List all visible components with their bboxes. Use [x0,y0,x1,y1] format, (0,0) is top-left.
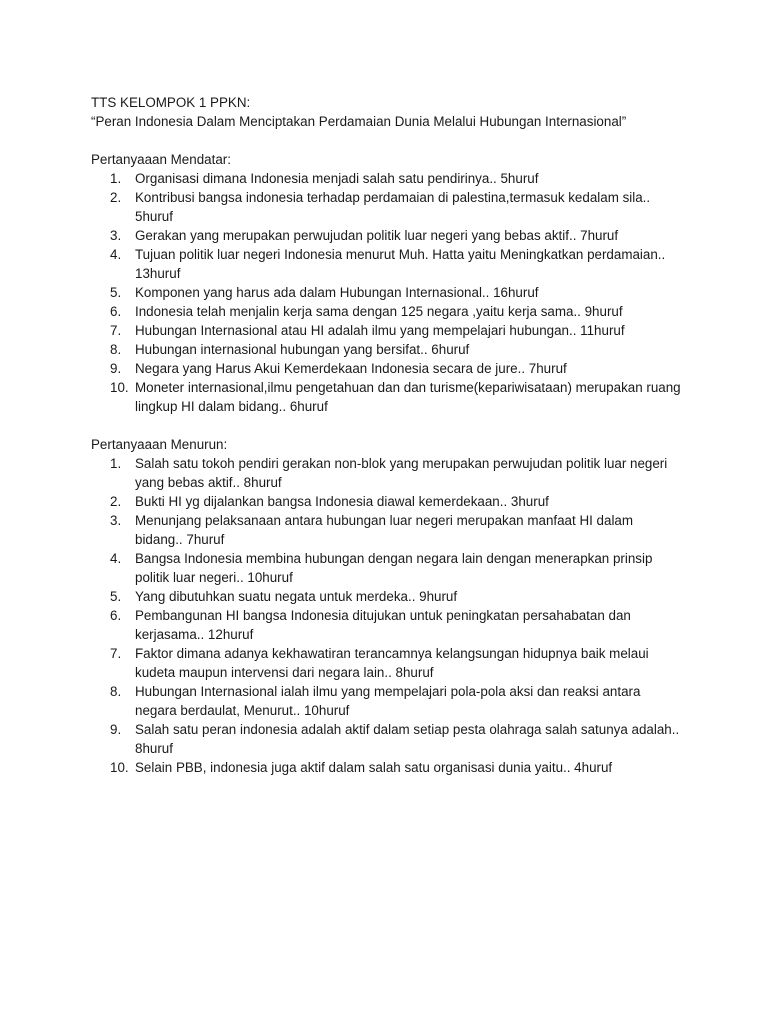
item-text: Yang dibutuhkan suatu negata untuk merdeka.. 9huruf [135,589,458,604]
document-subtitle: “Peran Indonesia Dalam Menciptakan Perdamaian Dunia Melalui Hubungan Internasional” [91,114,627,129]
list-item [91,283,681,302]
list-item [91,511,681,549]
list-item [91,758,681,777]
list-item [91,492,681,511]
item-number: 3. [110,513,122,528]
item-number: 7. [110,323,122,338]
item-text: Bangsa Indonesia membina hubungan dengan negara lain dengan menerapkan prinsip politik luar negeri.. 10huruf [135,551,653,585]
item-text: Negara yang Harus Akui Kemerdekaan Indonesia secara de jure.. 7huruf [135,361,567,376]
list-item [91,606,681,644]
section-title-mendatar: Pertanyaaan Mendatar: [91,152,231,167]
item-number: 4. [110,247,122,262]
item-text: Tujuan politik luar negeri Indonesia menurut Muh. Hatta yaitu Meningkatkan perdamaian.. 13huruf [135,247,666,281]
item-text: Moneter internasional,ilmu pengetahuan dan dan turisme(kepariwisataan) merupakan ruang lingkup HI dalam bidang.. 6huruf [135,380,681,414]
list-item [91,587,681,606]
section-title-menurun: Pertanyaaan Menurun: [91,437,228,452]
item-text: Menunjang pelaksanaan antara hubungan luar negeri merupakan manfaat HI dalam bidang.. 7huruf [135,513,634,547]
item-text: Pembangunan HI bangsa Indonesia ditujukan untuk peningkatan persahabatan dan kerjasama.. 12huruf [135,608,631,642]
item-number: 9. [110,361,122,376]
list-item [91,226,681,245]
list-item [91,302,681,321]
spacer [91,131,681,150]
item-number: 1. [110,456,122,471]
item-text: Hubungan internasional hubungan yang bersifat.. 6huruf [135,342,470,357]
question-list-menurun [91,454,681,777]
item-number: 3. [110,228,122,243]
item-number: 7. [110,646,122,661]
list-item [91,340,681,359]
item-text: Kontribusi bangsa indonesia terhadap perdamaian di palestina,termasuk kedalam sila.. 5huruf [135,190,651,224]
item-number: 10. [110,760,129,775]
list-item [91,454,681,492]
item-text: Komponen yang harus ada dalam Hubungan Internasional.. 16huruf [135,285,539,300]
list-item [91,549,681,587]
item-text: Organisasi dimana Indonesia menjadi salah satu pendirinya.. 5huruf [135,171,539,186]
list-item [91,321,681,340]
question-list-mendatar [91,169,681,416]
list-item [91,188,681,226]
item-number: 10. [110,380,129,395]
item-number: 9. [110,722,122,737]
list-item [91,682,681,720]
document-heading: TTS KELOMPOK 1 PPKN: [91,95,251,110]
item-number: 2. [110,494,122,509]
list-item [91,720,681,758]
item-number: 8. [110,684,122,699]
list-item [91,169,681,188]
item-number: 5. [110,589,122,604]
item-number: 6. [110,304,122,319]
list-item [91,359,681,378]
item-number: 2. [110,190,122,205]
item-number: 5. [110,285,122,300]
item-number: 1. [110,171,122,186]
item-text: Faktor dimana adanya kekhawatiran terancamnya kelangsungan hidupnya baik melaui kudeta maupun intervensi dari negara lain.. 8huruf [135,646,649,680]
list-item [91,378,681,416]
item-text: Bukti HI yg dijalankan bangsa Indonesia diawal kemerdekaan.. 3huruf [135,494,549,509]
item-text: Hubungan Internasional ialah ilmu yang mempelajari pola-pola aksi dan reaksi antara negara berdaulat, Menurut.. 10huruf [135,684,641,718]
item-text: Salah satu tokoh pendiri gerakan non-blok yang merupakan perwujudan politik luar negeri yang bebas aktif.. 8huruf [135,456,668,490]
item-text: Selain PBB, indonesia juga aktif dalam salah satu organisasi dunia yaitu.. 4huruf [135,760,613,775]
spacer [91,416,681,435]
item-number: 8. [110,342,122,357]
item-text: Gerakan yang merupakan perwujudan politik luar negeri yang bebas aktif.. 7huruf [135,228,619,243]
item-text: Indonesia telah menjalin kerja sama dengan 125 negara ,yaitu kerja sama.. 9huruf [135,304,623,319]
item-text: Salah satu peran indonesia adalah aktif dalam setiap pesta olahraga salah satunya adalah.. 8huruf [135,722,680,756]
document-page [91,93,681,777]
item-number: 4. [110,551,122,566]
list-item [91,245,681,283]
list-item [91,644,681,682]
item-text: Hubungan Internasional atau HI adalah ilmu yang mempelajari hubungan.. 11huruf [135,323,625,338]
item-number: 6. [110,608,122,623]
